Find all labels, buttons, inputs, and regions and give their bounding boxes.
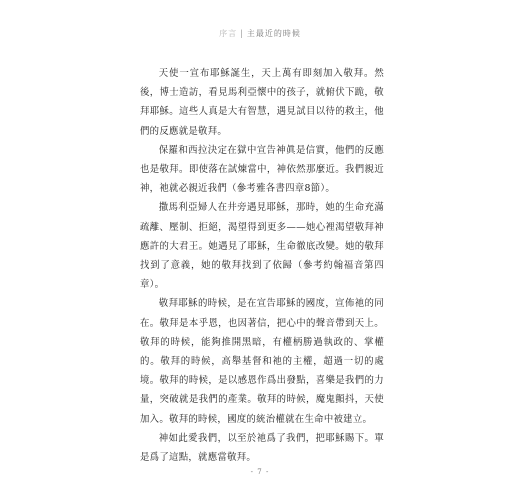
paragraph: 天使一宣布耶穌誕生，天上萬有即刻加入敬拜。然後，博士造訪，看見馬利亞懷中的孩子，就俯伏下跪，敬拜耶穌。這些人真是大有智慧，遇見試目以待的救主，他們的反應就是敬拜。 xyxy=(140,68,384,137)
page-number: - 7 - xyxy=(250,468,270,476)
paragraph: 神如此愛我們，以至於祂爲了我們，把耶穌賜下。單是爲了這點，就應當敬拜。 xyxy=(140,432,384,464)
paragraph: 保羅和西拉決定在獄中宣告神眞是信實，他們的反應也是敬拜。即使落在試煉當中，神依然那麼近。我們親近神，祂就必親近我們（參考雅各書四章8節）。 xyxy=(140,144,384,195)
running-header xyxy=(0,28,520,39)
header-chapter-title: 主最近的時候 xyxy=(246,29,301,38)
paragraph: 敬拜耶穌的時候，是在宣告耶穌的國度，宣佈祂的同在。敬拜是本乎恩，也因著信，把心中的聲音帶到天上。敬拜的時候，能夠推開黑暗，有權柄勝過執政的、掌權的。敬拜的時候，高舉基督和祂的主權，超過一切的處境。敬拜的時候，是以感恩作爲出發點，喜樂是我們的力量，突破就是我們的產業。敬拜的時候，魔鬼顫抖，天使加入。敬拜的時候，國度的統治權就在生命中被建立。 xyxy=(140,298,384,425)
header-separator: | xyxy=(240,29,244,38)
body-text xyxy=(140,64,384,467)
paragraph: 撒馬利亞婦人在井旁遇見耶穌，那時，她的生命充滿疏離、壓制、拒絕，渴望得到更多——她心裡渴望敬拜神應許的大君王。她遇見了耶穌，生命徹底改變。她的敬拜找到了意義，她的敬拜找到了依歸（參考約翰福音第四章）。 xyxy=(140,202,384,291)
header-section-label: 序言 xyxy=(219,29,238,38)
